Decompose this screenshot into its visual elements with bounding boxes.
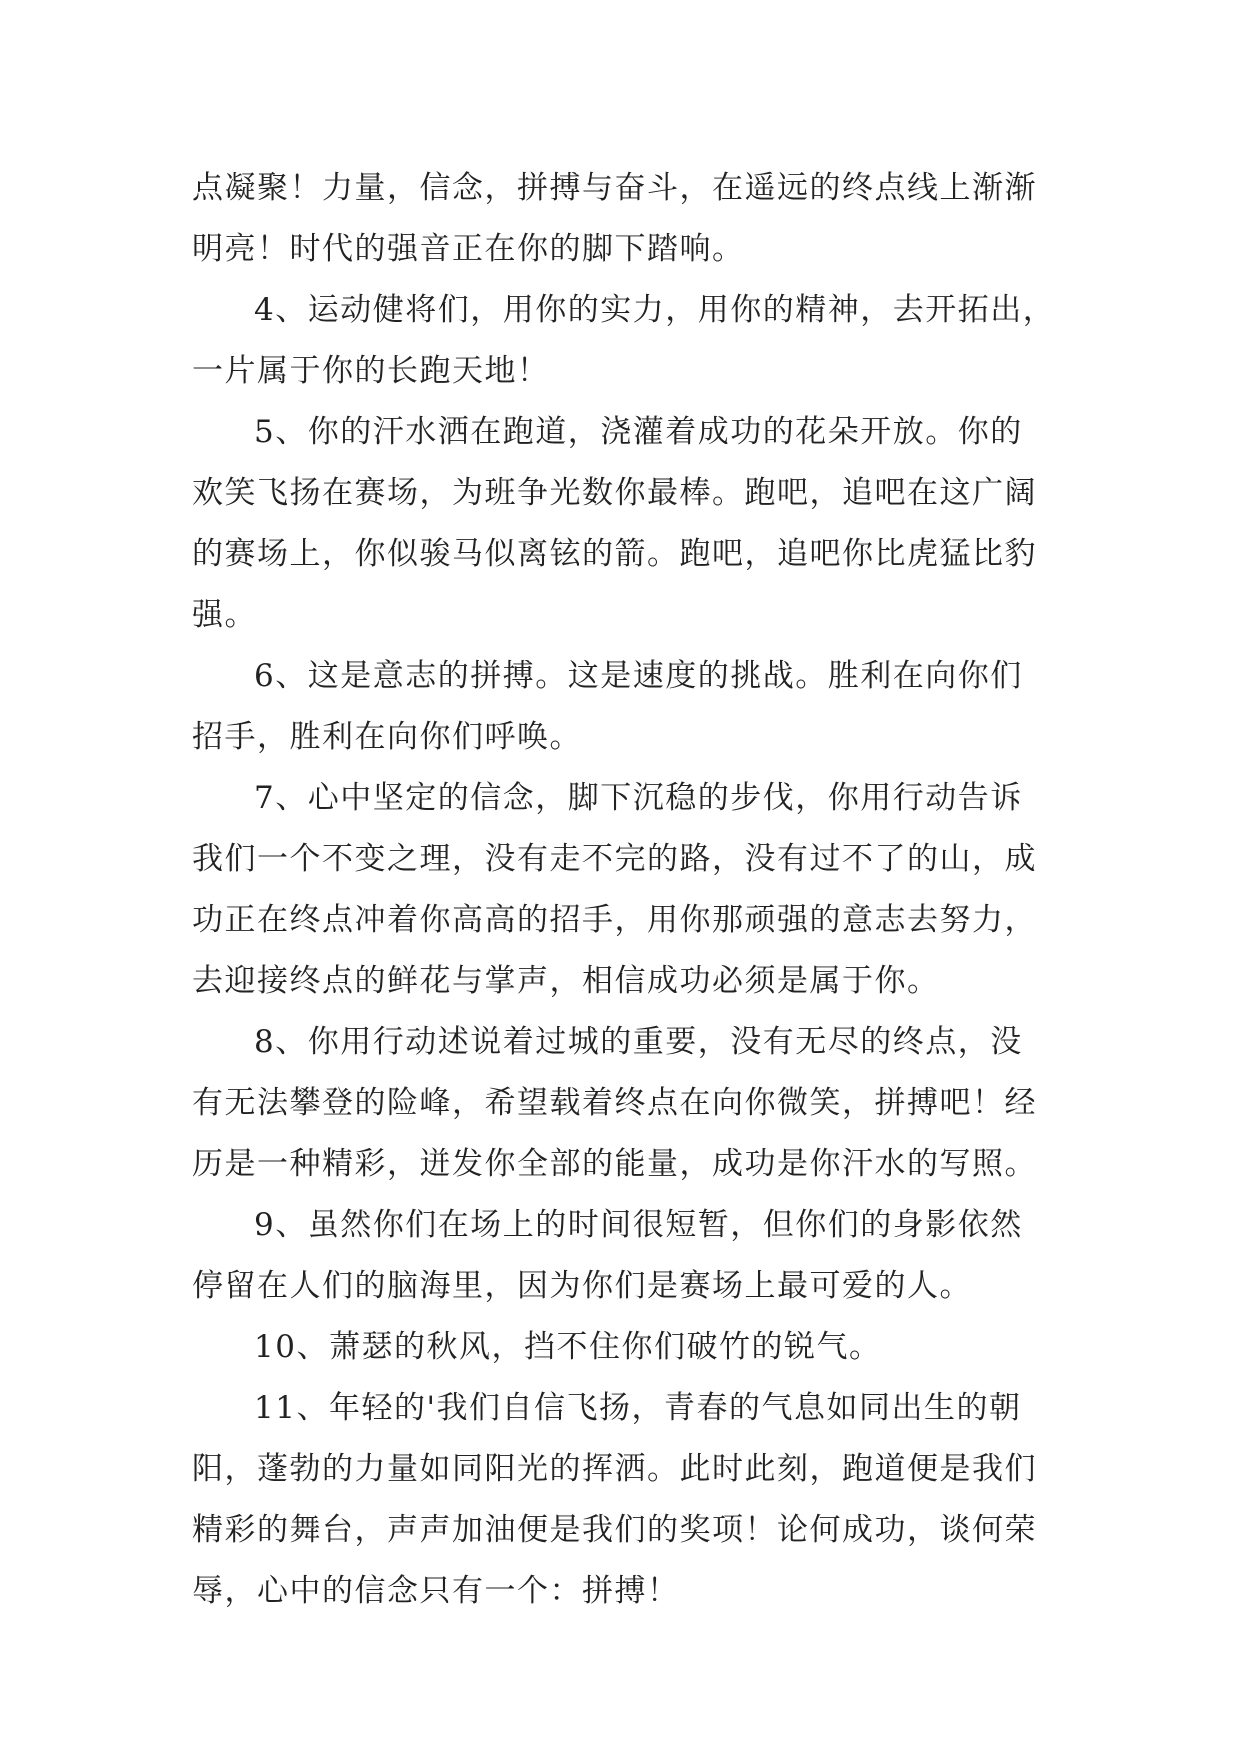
text-line: 我们一个不变之理，没有走不完的路，没有过不了的山，成 xyxy=(192,841,1037,877)
paragraph-continuation xyxy=(192,158,1072,280)
text-line: 的赛场上，你似骏马似离铉的箭。跑吧，追吧你比虎猛比豹 xyxy=(192,536,1037,572)
text-line: 精彩的舞台，声声加油便是我们的奖项！论何成功，谈何荣 xyxy=(192,1512,1037,1548)
text-line: 点凝聚！力量，信念，拼搏与奋斗，在遥远的终点线上渐渐 xyxy=(192,170,1037,206)
text-line: 7、心中坚定的信念，脚下沉稳的步伐，你用行动告诉 xyxy=(254,780,1023,816)
paragraph-item-9 xyxy=(192,1195,1072,1317)
paragraph-item-10 xyxy=(192,1317,1072,1378)
text-line: 8、你用行动述说着过城的重要，没有无尽的终点，没 xyxy=(254,1024,1023,1060)
text-line: 去迎接终点的鲜花与掌声，相信成功必须是属于你。 xyxy=(192,963,940,999)
text-line: 明亮！时代的强音正在你的脚下踏响。 xyxy=(192,231,745,267)
text-line: 辱，心中的信念只有一个：拼搏！ xyxy=(192,1573,680,1609)
text-line: 6、这是意志的拼搏。这是速度的挑战。胜利在向你们 xyxy=(254,658,1023,694)
paragraph-item-5 xyxy=(192,402,1072,646)
text-line: 有无法攀登的险峰，希望载着终点在向你微笑，拼搏吧！经 xyxy=(192,1085,1037,1121)
paragraph-item-7 xyxy=(192,768,1072,1012)
paragraph-item-11 xyxy=(192,1378,1072,1622)
text-line: 10、萧瑟的秋风，挡不住你们破竹的锐气。 xyxy=(254,1329,882,1365)
text-line: 一片属于你的长跑天地！ xyxy=(192,353,550,389)
text-line: 欢笑飞扬在赛场，为班争光数你最棒。跑吧，追吧在这广阔 xyxy=(192,475,1037,511)
document-body xyxy=(192,158,1072,1622)
text-line: 功正在终点冲着你高高的招手，用你那顽强的意志去努力， xyxy=(192,902,1037,938)
paragraph-item-8 xyxy=(192,1012,1072,1195)
text-line: 招手，胜利在向你们呼唤。 xyxy=(192,719,582,755)
text-line: 历是一种精彩，迸发你全部的能量，成功是你汗水的写照。 xyxy=(192,1146,1037,1182)
text-line: 4、运动健将们，用你的实力，用你的精神，去开拓出， xyxy=(254,292,1056,328)
text-line: 停留在人们的脑海里，因为你们是赛场上最可爱的人。 xyxy=(192,1268,972,1304)
text-line: 9、虽然你们在场上的时间很短暂，但你们的身影依然 xyxy=(254,1207,1023,1243)
text-line: 5、你的汗水洒在跑道，浇灌着成功的花朵开放。你的 xyxy=(254,414,1023,450)
paragraph-item-6 xyxy=(192,646,1072,768)
paragraph-item-4 xyxy=(192,280,1072,402)
text-line: 阳，蓬勃的力量如同阳光的挥洒。此时此刻，跑道便是我们 xyxy=(192,1451,1037,1487)
text-line: 强。 xyxy=(192,597,257,633)
text-line: 11、年轻的'我们自信飞扬，青春的气息如同出生的朝 xyxy=(254,1390,1022,1426)
